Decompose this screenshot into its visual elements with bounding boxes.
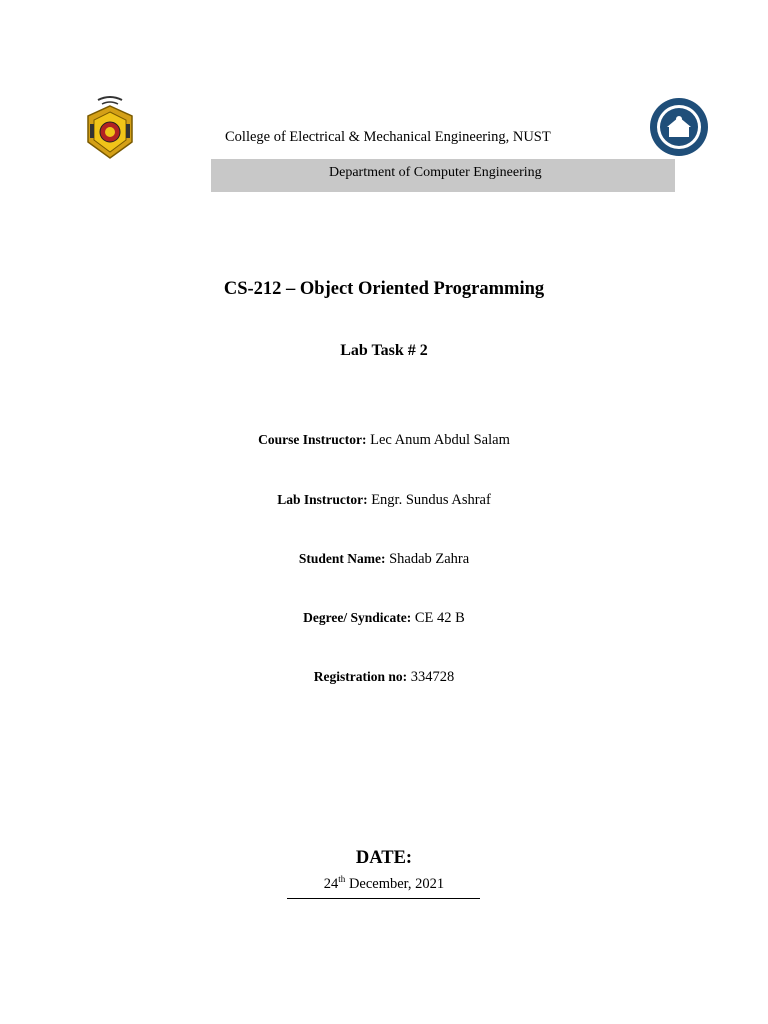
registration-row [0, 669, 768, 686]
university-seal-icon [649, 97, 709, 157]
detail-label: Lab Instructor: [277, 492, 368, 507]
date-suffix: th [338, 874, 346, 884]
detail-label: Course Instructor: [258, 432, 367, 447]
detail-value: 334728 [410, 669, 455, 685]
student-name-row [0, 551, 768, 568]
emblem-crest-icon [80, 92, 140, 162]
detail-label: Registration no: [313, 669, 408, 684]
detail-label: Degree/ Syndicate: [303, 610, 412, 625]
detail-value: Engr. Sundus Ashraf [371, 492, 491, 508]
detail-value: CE 42 B [414, 610, 465, 626]
date-heading: DATE: [355, 848, 413, 868]
department-banner [211, 159, 675, 192]
department-name: Department of Computer Engineering [329, 165, 542, 180]
degree-syndicate-row [0, 610, 768, 627]
detail-label: Student Name: [298, 551, 386, 566]
date-day: 24 [323, 875, 339, 892]
date-value [0, 874, 768, 893]
detail-value: Lec Anum Abdul Salam [370, 432, 510, 448]
detail-value: Shadab Zahra [389, 551, 470, 567]
course-instructor-row [0, 432, 768, 449]
lab-task-title: Lab Task # 2 [340, 342, 428, 359]
date-rest: December, 2021 [345, 875, 445, 892]
lab-instructor-row [0, 492, 768, 509]
course-title: CS-212 – Object Oriented Programming [223, 279, 545, 299]
college-name: College of Electrical & Mechanical Engineering, NUST [225, 129, 551, 145]
date-underline [287, 898, 480, 899]
